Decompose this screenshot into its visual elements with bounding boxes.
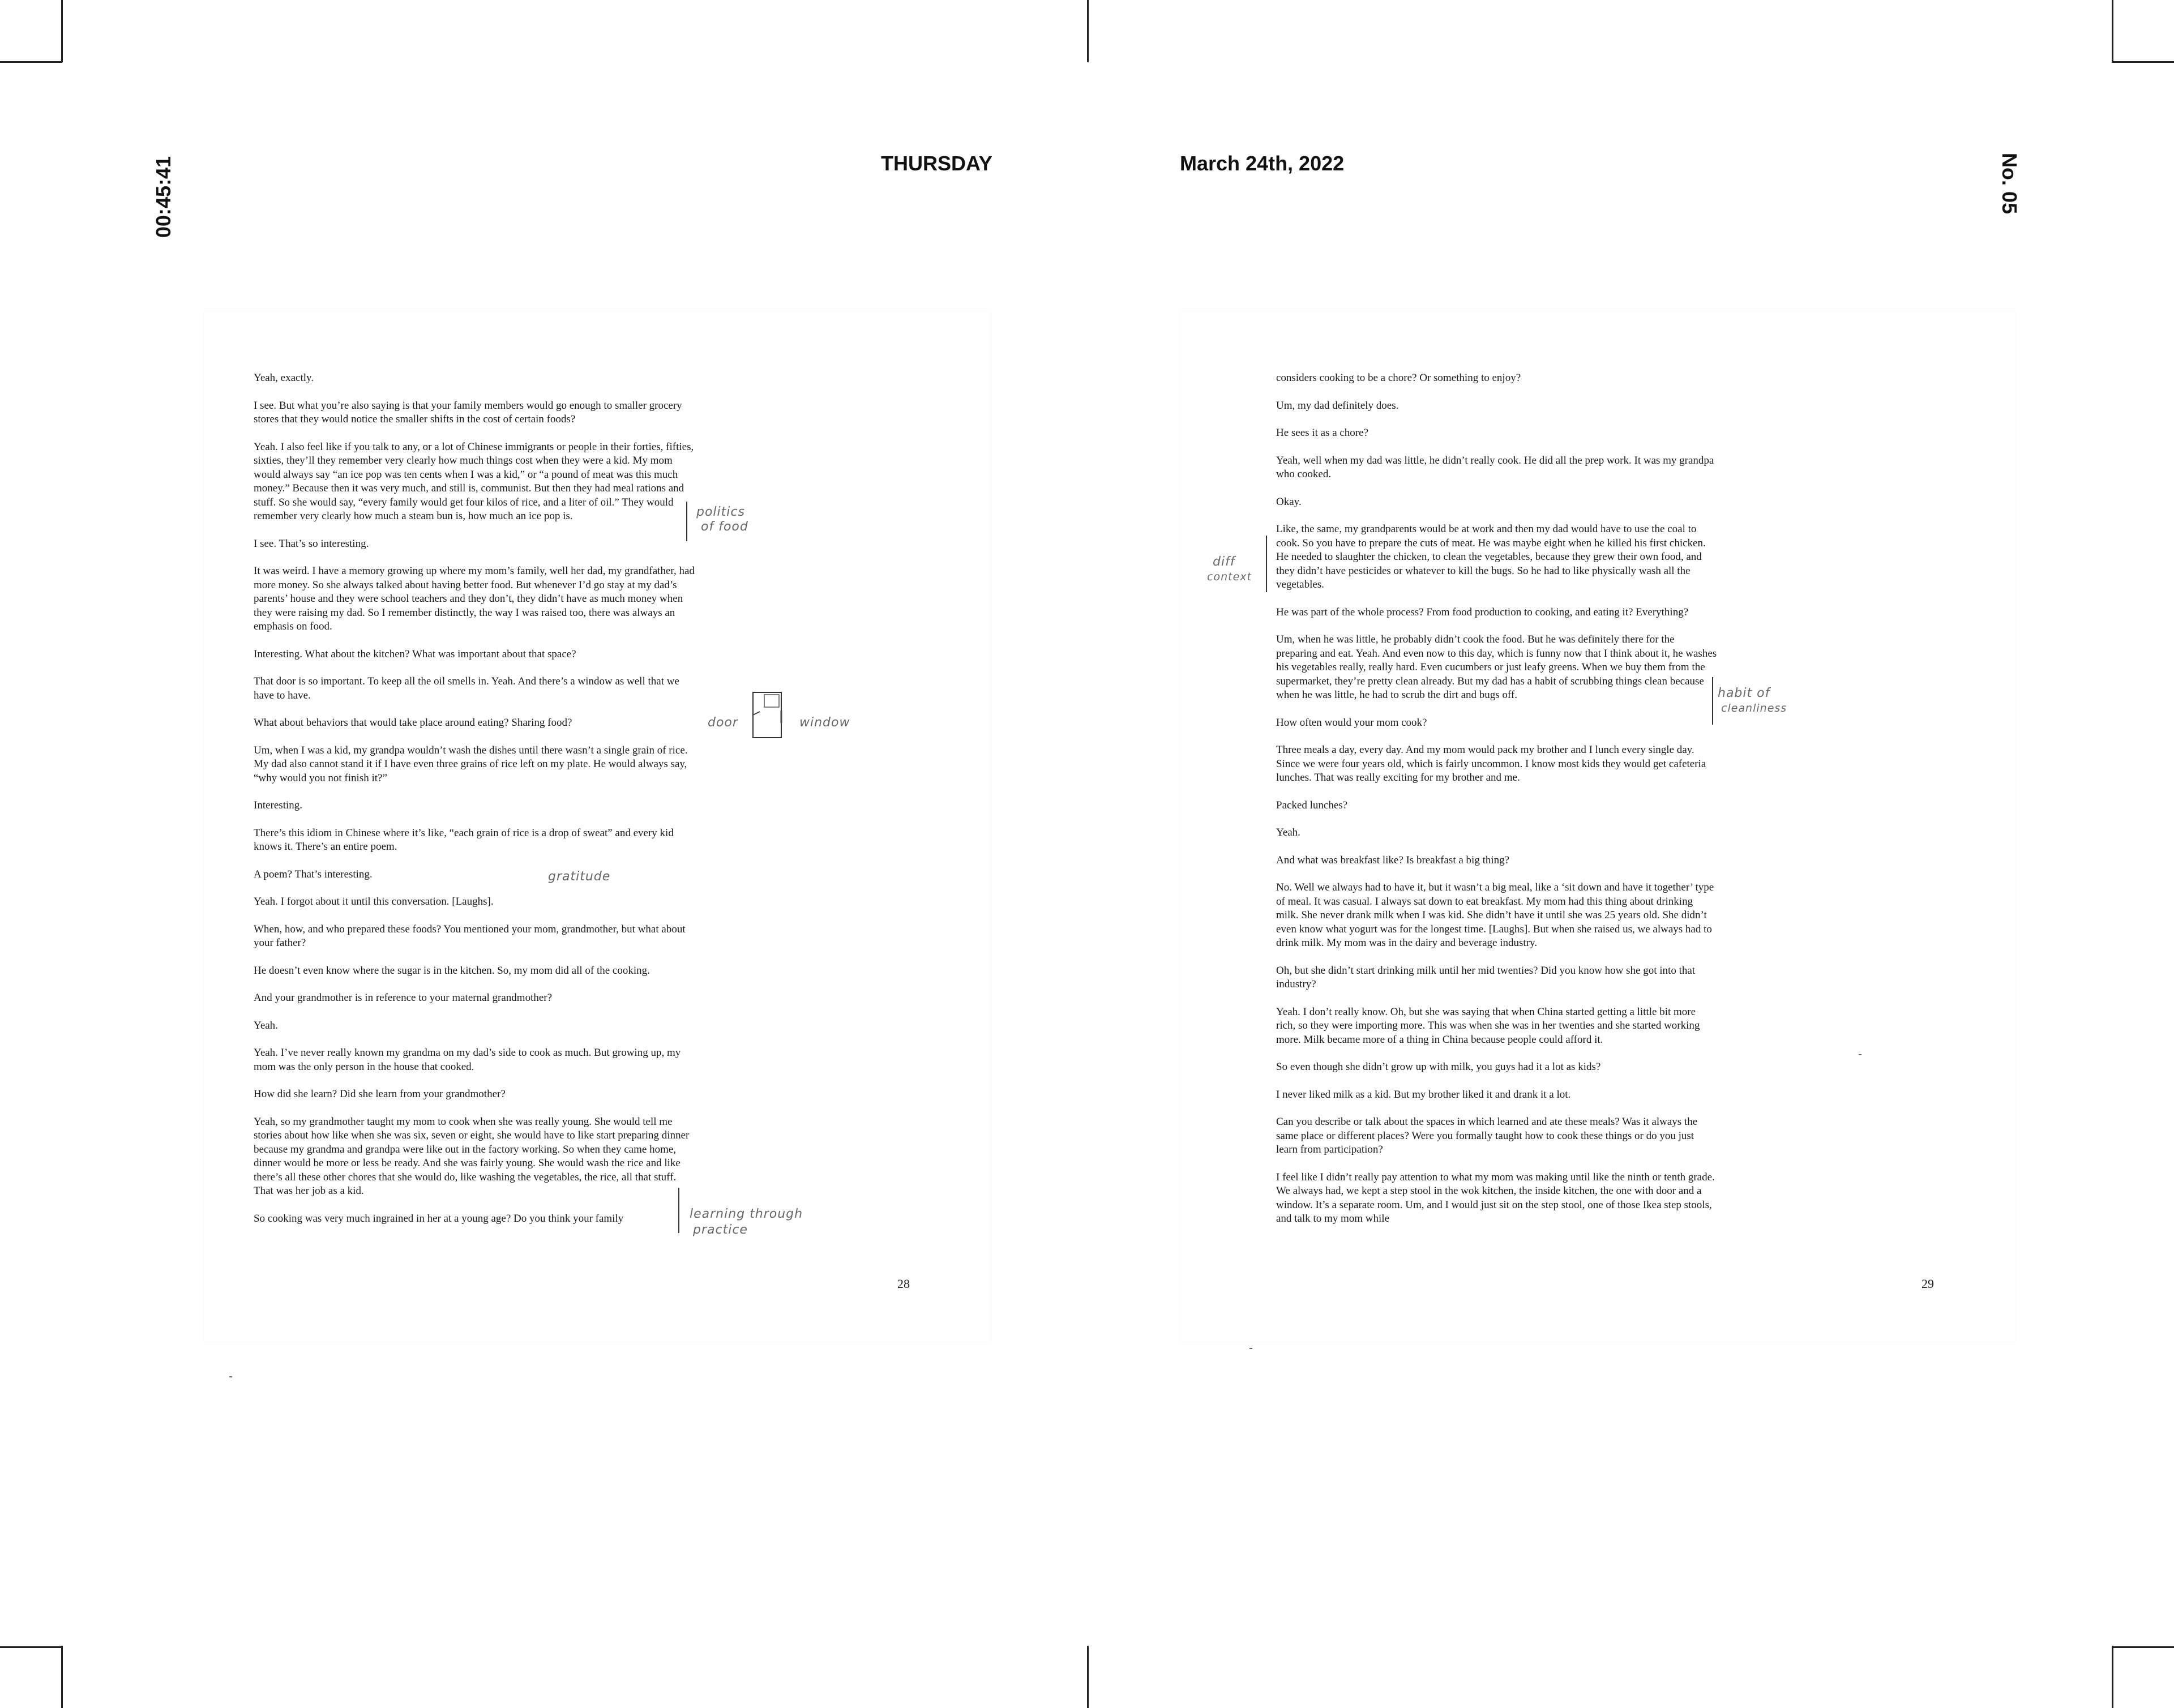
crop-mark [1087,0,1089,62]
annotation-habit-of: habit of [1718,686,1770,700]
paragraph: It was weird. I have a memory growing up where my mom’s family, well her dad, my grandfather, had more money. So she always talked about having better food. But whenever I’d go stay at my dad’s parents’ house and they were school teachers and they don’t, they didn’t have as much money when they were raising my dad. So I remember distinctly, the way I was raised too, there was always an emphasis on food. [254,565,695,632]
crop-mark [61,1646,63,1708]
annotation-door: door [708,716,738,730]
paragraph: Packed lunches? [1276,799,1348,811]
crop-mark [0,61,62,63]
scan-speck [1859,1054,1861,1055]
scan-speck [1249,1348,1252,1349]
paragraph: What about behaviors that would take place around eating? Sharing food? [254,717,572,729]
paragraph: When, how, and who prepared these foods? You mentioned your mom, grandmother, but what about your father? [254,923,686,949]
paragraph: Um, when he was little, he probably didn’t cook the food. But he was definitely there for the preparing and eat. Yeah. And even now to this day, which is funny now that I think about it, he washes his vegetables really, really hard. Even cucumbers or just leafy greens. When we buy them from the supermarket, they’re pretty clean already. But my dad has a habit of scrubbing things clean because when he was little, he had to scrub the dirt and bugs off. [1276,633,1717,701]
crop-mark [1087,1646,1089,1708]
paragraph: Yeah. [1276,827,1300,838]
paragraph: How often would your mom cook? [1276,716,1427,729]
kitchen-sketch-icon [747,688,793,744]
header-issue: No. 05 [1998,153,2021,215]
margin-bracket [1261,536,1267,592]
crop-mark [2112,1646,2113,1708]
paragraph: So even though she didn’t grow up with milk, you guys had it a lot as kids? [1276,1061,1601,1073]
right-page-text [1276,371,1718,1240]
paragraph: I never liked milk as a kid. But my brother liked it and drank it a lot. [1276,1088,1571,1101]
crop-mark [61,0,63,62]
crop-mark [2112,61,2174,63]
crop-mark [2112,0,2113,62]
scan-speck [229,1376,232,1377]
annotation-cleanliness: cleanliness [1721,702,1787,714]
paragraph: Interesting. [254,799,303,811]
paragraph: Can you describe or talk about the spaces in which learned and ate these meals? Was it always the same place or different places? Were you formally taught how to cook these things or do you just learn from participation? [1276,1116,1698,1155]
paragraph: That door is so important. To keep all the oil smells in. Yeah. And there’s a window as well that we have to have. [254,675,679,701]
paragraph: Yeah, so my grandmother taught my mom to cook when she was really young. She would tell me stories about how like when she was six, seven or eight, she would have to like start preparing dinner because my grandma and grandpa were like out in the factory working. So when they came home, dinner would be more or less be ready. And she was fairly young. She would wash the rice and like there’s all these other chores that she would do, like washing the vegetables, the rice, all that stuff. That was her job as a kid. [254,1115,690,1197]
paragraph: I feel like I didn’t really pay attention to what my mom was making until like the ninth or tenth grade. We always had, we kept a step stool in the wok kitchen, the inside kitchen, the one with door and a window. It’s a separate room. Um, and I would just sit on the step stool, one of those Ikea step stools, and talk to my mom while [1276,1171,1715,1225]
paragraph: Oh, but she didn’t start drinking milk until her mid twenties? Did you know how she got into that industry? [1276,964,1696,990]
paragraph: I see. But what you’re also saying is that your family members would go enough to smaller grocery stores that they would notice the smaller shifts in the cost of certain foods? [254,399,682,425]
annotation-diff: diff [1213,555,1235,569]
paragraph: Yeah. [254,1019,278,1031]
paragraph: Yeah. I also feel like if you talk to any, or a lot of Chinese immigrants or people in their forties, fifties, sixties, they’ll they remember very clearly how much things cost when they were a kid. My mom would always say “an ice pop was ten cents when I was a kid,” or “a pound of meat was this much money.” Because then it was very much, and still is, communist. But then they had meal rations and stuff. So she would say, “every family would get four kilos of rice, and a liter of oil.” They would remember very clearly how much a steam bun is, how much an ice pop is. [254,440,694,522]
crop-mark [2112,1646,2174,1648]
page-number-left: 28 [897,1277,910,1291]
paragraph: So cooking was very much ingrained in her at a young age? Do you think your family [254,1212,624,1225]
annotation-practice: practice [693,1223,748,1237]
header-day: THURSDAY [881,152,992,175]
paragraph: How did she learn? Did she learn from your grandmother? [254,1088,506,1100]
header-time: 00:45:41 [152,156,175,238]
header-date: March 24th, 2022 [1180,152,1345,175]
paragraph: Three meals a day, every day. And my mom would pack my brother and I lunch every single day. Since we were four years old, which is fairly uncommon. I know most kids they would get cafeteria lunches. That was really exciting for my brother and me. [1276,744,1706,784]
paragraph: considers cooking to be a chore? Or something to enjoy? [1276,372,1521,384]
crop-mark [0,1646,62,1648]
paragraph: Okay. [1276,495,1302,508]
margin-bracket [686,502,687,541]
paragraph: He sees it as a chore? [1276,427,1369,439]
paragraph: Yeah. I forgot about it until this conversation. [Laughs]. [254,896,494,907]
annotation-gratitude: gratitude [548,870,611,884]
paragraph: Yeah, exactly. [254,372,314,384]
paragraph: Yeah. I’ve never really known my grandma on my dad’s side to cook as much. But growing up, my mom was the only person in the house that cooked. [254,1047,681,1073]
paragraph: He was part of the whole process? From food production to cooking, and eating it? Everything? [1276,606,1689,618]
annotation-of-food: of food [701,520,748,534]
annotation-learning-through: learning through [690,1207,803,1221]
paragraph: A poem? That’s interesting. [254,868,373,880]
annotation-politics: politics [696,505,745,519]
paragraph: Yeah. I don’t really know. Oh, but she was saying that when China started getting a little bit more rich, so they were importing more. This was when she was in her twenties and she started working more. Milk became more of a thing in China because people could afford it. [1276,1005,1700,1046]
paragraph: I see. That’s so interesting. [254,537,369,550]
paragraph: Like, the same, my grandparents would be at work and then my dad would have to use the coal to cook. So you have to prepare the cuts of meat. He was maybe eight when he killed his first chicken. He needed to slaughter the chicken, to clean the vegetables, because they grew their own food, and they didn’t have pesticides or whatever to kill the bugs. So he had to like physically wash all the vegetables. [1276,523,1706,590]
page-number-right: 29 [1921,1277,1934,1291]
annotation-window: window [799,716,850,730]
paragraph: There’s this idiom in Chinese where it’s like, “each grain of rice is a drop of sweat” and every kid knows it. There’s an entire poem. [254,827,674,853]
margin-bracket [678,1188,679,1233]
paragraph: No. Well we always had to have it, but it wasn’t a big meal, like a ‘sit down and have it together’ type of meal. It was casual. I always sat down to eat breakfast. My mom had this thing about drinking milk. She never drank milk when I was kid. She didn’t have it until she was 25 years old. She didn’t even know what yogurt was for the longest time. [Laughs]. But when she raised us, we always had to drink milk. My mom was in the dairy and beverage industry. [1276,881,1714,949]
paragraph: And your grandmother is in reference to your maternal grandmother? [254,992,553,1004]
left-page-text [254,371,695,1239]
paragraph: Interesting. What about the kitchen? What was important about that space? [254,648,576,660]
annotation-context: context [1207,571,1252,583]
paragraph: And what was breakfast like? Is breakfast a big thing? [1276,854,1510,866]
paragraph: He doesn’t even know where the sugar is in the kitchen. So, my mom did all of the cooking. [254,964,650,977]
paragraph: Um, when I was a kid, my grandpa wouldn’t wash the dishes until there wasn’t a single grain of rice. My dad also cannot stand it if I have even three grains of rice left on my plate. He would always say, “why would you not finish it?” [254,744,688,784]
paragraph: Um, my dad definitely does. [1276,399,1399,412]
margin-bracket [1712,677,1713,725]
paragraph: Yeah, well when my dad was little, he didn’t really cook. He did all the prep work. It was my grandpa who cooked. [1276,454,1714,480]
